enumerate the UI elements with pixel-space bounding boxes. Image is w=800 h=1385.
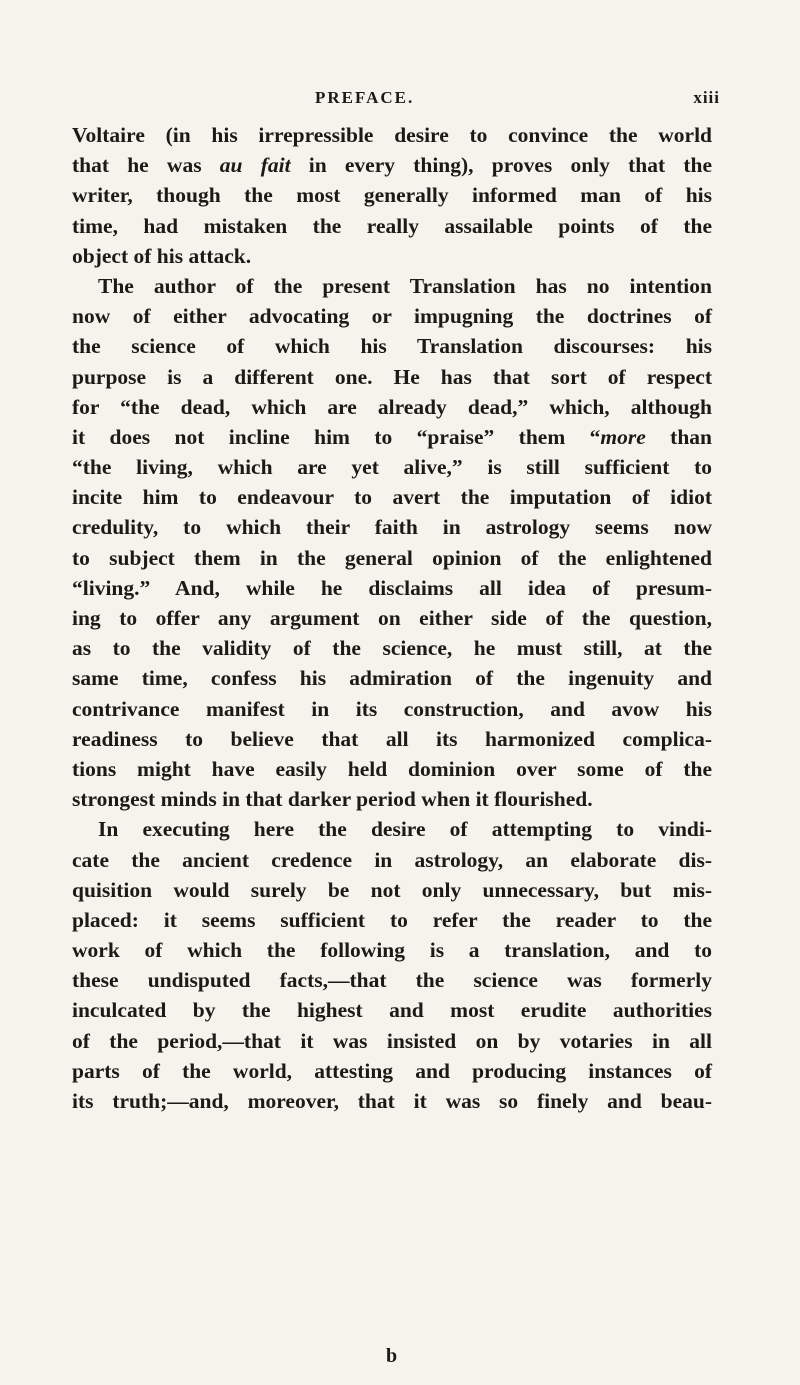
text-line: as to the validity of the science, he must still, at the xyxy=(72,636,712,661)
text-line: The author of the present Translation has no intention xyxy=(98,273,712,298)
text-line: time, had mistaken the really assailable points of the xyxy=(72,213,712,238)
page-number: xiii xyxy=(693,88,720,107)
text-line: cate the ancient credence in astrology, an elaborate dis- xyxy=(72,847,712,872)
italic-emphasis: more xyxy=(600,424,646,449)
text-line: to subject them in the general opinion of the enlightened xyxy=(72,545,712,570)
text-line: its truth;—and, moreover, that it was so finely and beau- xyxy=(72,1089,712,1113)
text-line: it does not incline him to “praise” them “more than xyxy=(72,424,712,449)
text-line: that he was au fait in every thing), proves only that the xyxy=(72,153,712,178)
signature-mark: b xyxy=(386,1345,398,1367)
text-line: “the living, which are yet alive,” is still sufficient to xyxy=(72,455,712,480)
text-line: the science of which his Translation discourses: his xyxy=(72,334,712,359)
text-line: placed: it seems sufficient to refer the reader to the xyxy=(72,907,712,932)
text-line: credulity, to which their faith in astrology seems now xyxy=(72,515,712,540)
text-line: parts of the world, attesting and producing instances of xyxy=(72,1058,712,1083)
text-line: strongest minds in that darker period when it flourished. xyxy=(72,787,593,812)
text-line: for “the dead, which are already dead,” which, although xyxy=(72,394,712,419)
text-line: contrivance manifest in its construction, and avow his xyxy=(72,696,712,721)
text-line: object of his attack. xyxy=(72,243,252,268)
italic-emphasis: au fait xyxy=(219,153,291,178)
text-line: work of which the following is a translation, and to xyxy=(72,938,712,963)
text-line: incite him to endeavour to avert the imputation of idiot xyxy=(72,485,712,510)
body-text xyxy=(72,120,712,1116)
text-line: purpose is a different one. He has that sort of respect xyxy=(72,364,712,389)
text-line: same time, confess his admiration of the ingenuity and xyxy=(72,666,712,691)
text-line: quisition would surely be not only unnecessary, but mis- xyxy=(72,877,712,902)
text-line: of the period,—that it was insisted on by votaries in all xyxy=(72,1028,712,1053)
text-line: these undisputed facts,—that the science was formerly xyxy=(72,968,712,993)
text-line: now of either advocating or impugning the doctrines of xyxy=(72,304,712,329)
text-line: Voltaire (in his irrepressible desire to convince the world xyxy=(72,123,712,147)
running-title: PREFACE. xyxy=(315,88,415,107)
text-line: readiness to believe that all its harmonized complica- xyxy=(72,726,712,751)
text-line: In executing here the desire of attempting to vindi- xyxy=(98,817,712,842)
text-line: inculcated by the highest and most erudite authorities xyxy=(72,998,712,1023)
text-line: “living.” And, while he disclaims all idea of presum- xyxy=(72,575,712,600)
text-line: tions might have easily held dominion over some of the xyxy=(72,756,712,781)
text-line: writer, though the most generally informed man of his xyxy=(72,183,712,208)
text-line: ing to offer any argument on either side of the question, xyxy=(72,606,712,630)
running-head xyxy=(70,88,720,118)
